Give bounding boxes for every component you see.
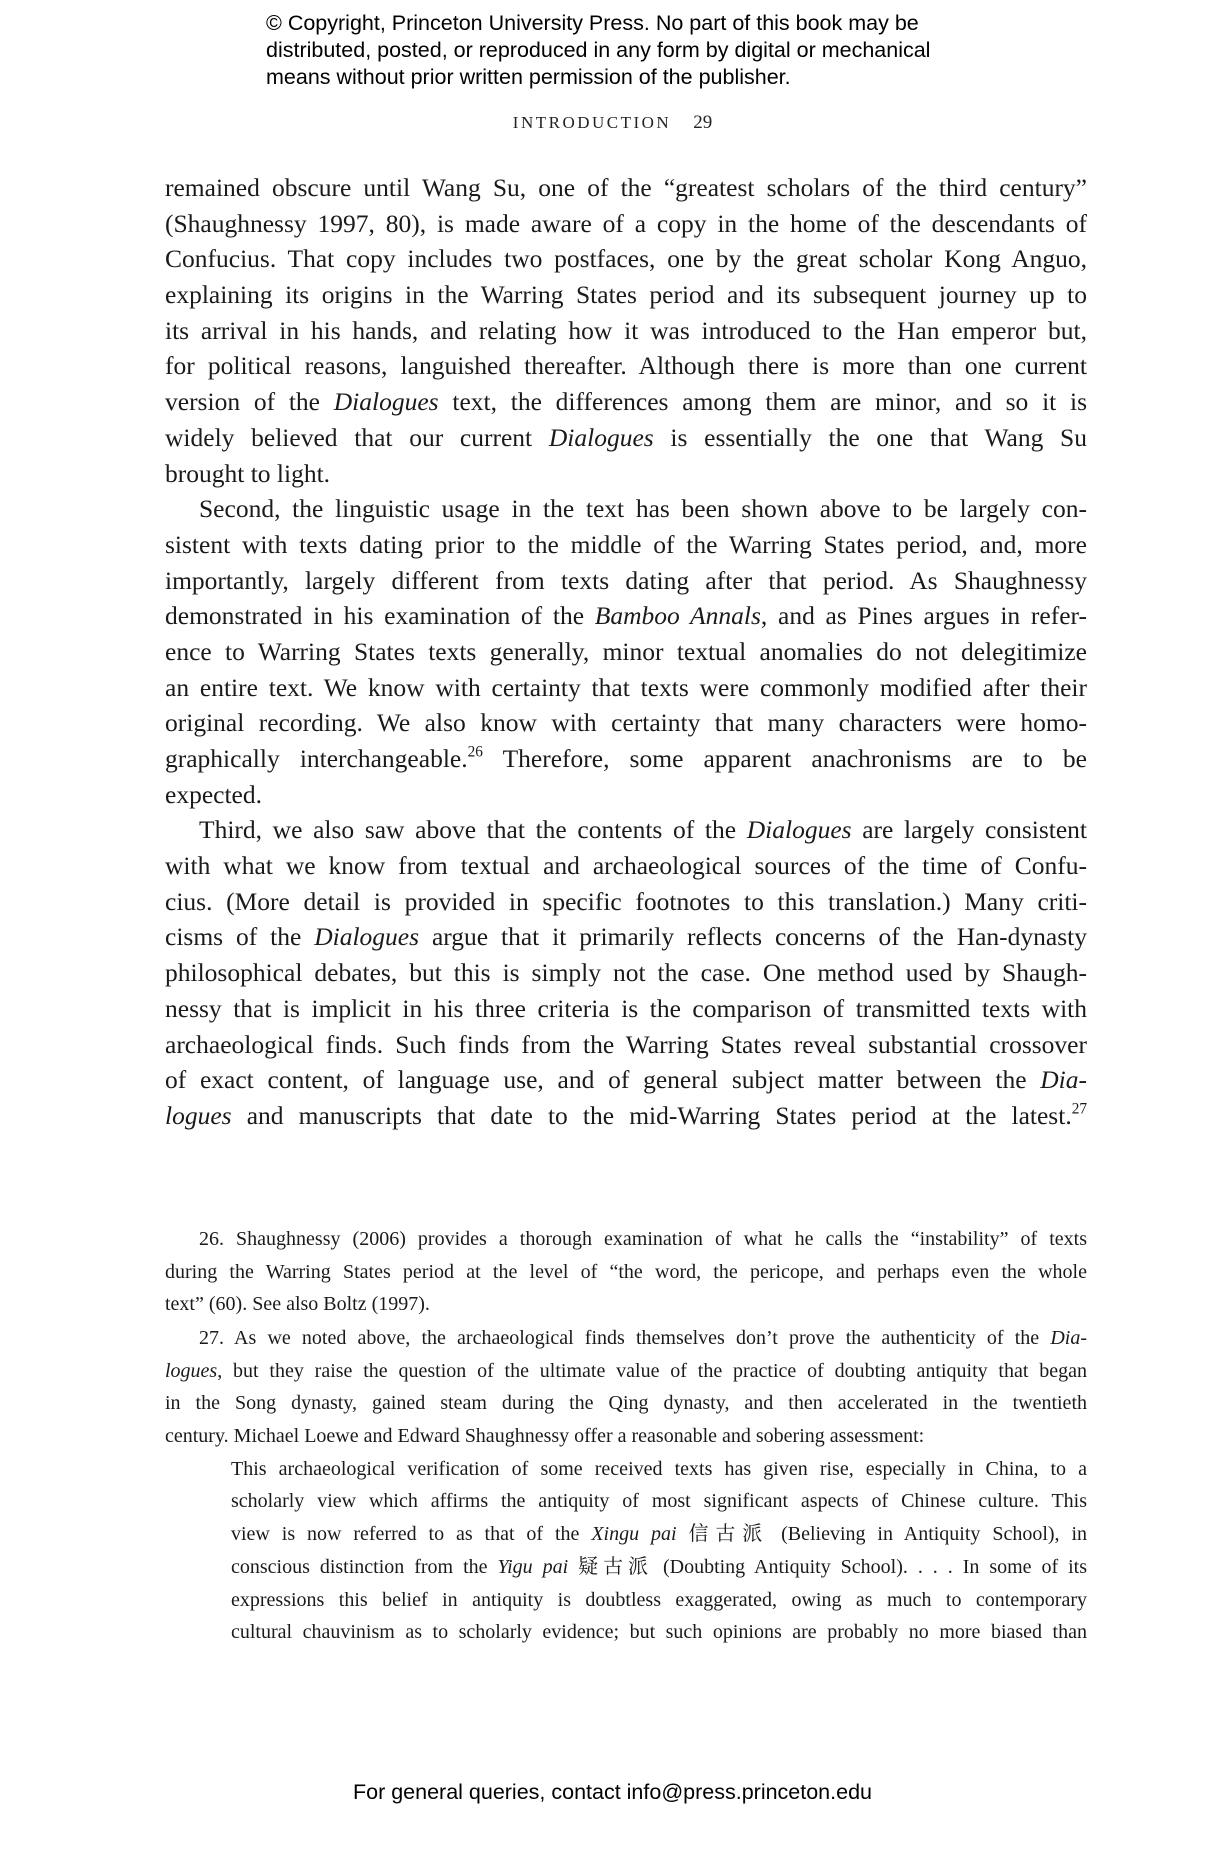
text-line bbox=[165, 634, 1087, 670]
text-segment: an entire text. We know with certainty that texts were commonly modified after their bbox=[165, 672, 1087, 702]
text-segment: cultural chauvinism as to scholarly evidence; but such opinions are probably no more biased than bbox=[231, 1621, 1087, 1644]
text-line bbox=[165, 777, 1087, 813]
text-segment: nessy that is implicit in his three criteria is the comparison of transmitted texts with bbox=[165, 993, 1087, 1023]
copyright-line: © Copyright, Princeton University Press. No part of this book may be bbox=[266, 11, 919, 35]
text-segment: (Shaughnessy 1997, 80), is made aware of a copy in the home of the descendants of bbox=[165, 208, 1087, 238]
chapter-title: INTRODUCTION bbox=[512, 113, 672, 132]
text-segment: 26. Shaughnessy (2006) provides a thorough examination of what he calls the “instability” of texts bbox=[199, 1228, 1087, 1250]
text-segment: and manuscripts that date to the mid-Warring States period at the latest. bbox=[231, 1100, 1072, 1130]
text-segment: Second, the linguistic usage in the text has been shown above to be largely con- bbox=[199, 494, 1087, 524]
running-head bbox=[0, 112, 1225, 134]
text-line bbox=[165, 991, 1087, 1027]
text-segment: Third, we also saw above that the contents of the bbox=[199, 815, 747, 845]
text-line bbox=[165, 1256, 1087, 1289]
text-line bbox=[165, 670, 1087, 706]
text-segment: expressions this belief in antiquity is doubtless exaggerated, owing as much to contemporary bbox=[231, 1588, 1087, 1611]
text-line bbox=[165, 1420, 1087, 1453]
body-text bbox=[165, 170, 1087, 1134]
page-number: 29 bbox=[693, 112, 713, 133]
text-line bbox=[165, 812, 1087, 848]
copyright-notice bbox=[266, 10, 1026, 91]
text-segment: , and as Pines argues in refer- bbox=[760, 601, 1088, 631]
text-segment: philosophical debates, but this is simply not the case. One method used by Shaugh- bbox=[165, 958, 1087, 988]
footnote-ref: 27 bbox=[1071, 1100, 1087, 1118]
text-line bbox=[165, 491, 1087, 527]
text-line bbox=[165, 1387, 1087, 1420]
text-segment: of exact content, of language use, and of general subject matter between the bbox=[165, 1065, 1041, 1095]
text-segment: This archaeological verification of some received texts has given rise, especially in China, to a bbox=[231, 1457, 1087, 1480]
text-segment: in the Song dynasty, gained steam during the Qing dynasty, and then accelerated in the twentieth bbox=[165, 1392, 1087, 1415]
text-line bbox=[165, 563, 1087, 599]
text-segment: during the Warring States period at the level of “the word, the pericope, and perhaps even the whole bbox=[165, 1260, 1087, 1283]
text-segment: original recording. We also know with certainty that many characters were homo- bbox=[165, 708, 1087, 738]
italic-title: Bamboo Annals bbox=[594, 601, 761, 631]
text-line bbox=[165, 705, 1087, 741]
text-segment: conscious distinction from the bbox=[231, 1555, 498, 1578]
text-line bbox=[165, 919, 1087, 955]
copyright-line: distributed, posted, or reproduced in any form by digital or mechanical bbox=[266, 38, 931, 62]
block-quote-line bbox=[165, 1551, 1087, 1584]
italic-title: Dialogues bbox=[548, 422, 654, 452]
italic-title: Dialogues bbox=[314, 922, 420, 952]
italic-title: Dialogues bbox=[333, 387, 439, 417]
text-segment: 27. As we noted above, the archaeological finds themselves don’t prove the authenticity of the bbox=[199, 1327, 1051, 1349]
text-line bbox=[165, 1062, 1087, 1098]
italic-title: Xingu pai bbox=[591, 1523, 677, 1546]
text-line bbox=[165, 955, 1087, 991]
text-segment: version of the bbox=[165, 387, 334, 417]
text-line bbox=[165, 206, 1087, 242]
block-quote-line bbox=[165, 1616, 1087, 1649]
text-segment: cius. (More detail is provided in specific footnotes to this translation.) Many criti- bbox=[165, 886, 1087, 916]
italic-title: Dialogues bbox=[746, 815, 852, 845]
text-line bbox=[165, 1288, 1087, 1321]
text-line bbox=[165, 313, 1087, 349]
italic-title: Yigu pai bbox=[497, 1555, 569, 1578]
text-segment: scholarly view which affirms the antiquity of most significant aspects of Chinese culture. This bbox=[231, 1490, 1087, 1513]
text-segment: with what we know from textual and archaeological sources of the time of Confu- bbox=[165, 851, 1087, 881]
text-line bbox=[165, 348, 1087, 384]
text-line bbox=[165, 848, 1087, 884]
copyright-line: means without prior written permission of the publisher. bbox=[266, 65, 791, 89]
block-quote-line bbox=[165, 1453, 1087, 1486]
text-segment: its arrival in his hands, and relating how it was introduced to the Han emperor but, bbox=[165, 315, 1087, 345]
block-quote-line bbox=[165, 1518, 1087, 1551]
text-segment: Confucius. That copy includes two postfaces, one by the great scholar Kong Anguo, bbox=[165, 244, 1087, 274]
footer-contact: For general queries, contact info@press.princeton.edu bbox=[352, 1780, 872, 1804]
text-line bbox=[165, 1098, 1087, 1134]
text-segment: expected. bbox=[165, 779, 262, 809]
text-line bbox=[165, 1223, 1087, 1256]
text-segment: , but they raise the question of the ultimate value of the practice of doubting antiquity that began bbox=[217, 1359, 1087, 1382]
text-segment: sistent with texts dating prior to the middle of the Warring States period, and, more bbox=[165, 529, 1087, 559]
italic-title: Dia- bbox=[1050, 1327, 1087, 1349]
italic-title: Dia- bbox=[1040, 1065, 1087, 1095]
text-segment: remained obscure until Wang Su, one of the “greatest scholars of the third century” bbox=[165, 173, 1087, 202]
text-segment: ence to Warring States texts generally, minor textual anomalies do not delegitimize bbox=[165, 636, 1087, 666]
text-line bbox=[165, 884, 1087, 920]
text-segment: text” (60). See also Boltz (1997). bbox=[165, 1293, 430, 1316]
text-segment: argue that it primarily reflects concerns of the Han-dynasty bbox=[419, 922, 1087, 952]
text-line bbox=[165, 241, 1087, 277]
text-segment: text, the differences among them are minor, and so it is bbox=[438, 387, 1088, 417]
text-line bbox=[165, 420, 1087, 456]
text-line bbox=[165, 741, 1087, 777]
italic-title: logues bbox=[165, 1359, 218, 1382]
block-quote-line bbox=[165, 1584, 1087, 1617]
text-line bbox=[165, 1355, 1087, 1388]
text-segment: widely believed that our current bbox=[165, 422, 549, 452]
text-segment: archaeological finds. Such finds from the Warring States reveal substantial crossover bbox=[165, 1029, 1087, 1059]
text-segment: 信古派 (Believing in Antiquity School), in bbox=[676, 1523, 1087, 1546]
text-segment: brought to light. bbox=[165, 458, 331, 488]
text-segment: importantly, largely different from texts dating after that period. As Shaughnessy bbox=[165, 565, 1087, 595]
text-segment: cisms of the bbox=[165, 922, 315, 952]
text-segment: century. Michael Loewe and Edward Shaughnessy offer a reasonable and sobering assessment: bbox=[165, 1425, 925, 1448]
text-segment: demonstrated in his examination of the bbox=[165, 601, 595, 631]
text-segment: Therefore, some apparent anachronisms are to be bbox=[482, 744, 1087, 773]
footnote-ref: 26 bbox=[467, 743, 483, 761]
text-line bbox=[165, 1322, 1087, 1355]
italic-title: logues bbox=[165, 1100, 232, 1130]
text-line bbox=[165, 1027, 1087, 1063]
text-segment: explaining its origins in the Warring States period and its subsequent journey up to bbox=[165, 280, 1087, 310]
text-segment: for political reasons, languished thereafter. Although there is more than one current bbox=[165, 351, 1087, 381]
text-segment: graphically interchangeable. bbox=[165, 744, 468, 773]
block-quote-line bbox=[165, 1485, 1087, 1518]
footnote-26 bbox=[165, 1223, 1087, 1321]
text-line bbox=[165, 456, 1087, 492]
footnote-27 bbox=[165, 1322, 1087, 1649]
text-segment: is essentially the one that Wang Su bbox=[653, 422, 1087, 452]
text-segment: are largely consistent bbox=[851, 815, 1087, 845]
text-line bbox=[165, 598, 1087, 634]
text-line bbox=[165, 527, 1087, 563]
text-line bbox=[165, 384, 1087, 420]
text-segment: 疑古派 (Doubting Antiquity School). . . . In some of its bbox=[568, 1555, 1087, 1578]
text-line bbox=[165, 277, 1087, 313]
text-segment: view is now referred to as that of the bbox=[231, 1523, 592, 1546]
text-line bbox=[165, 170, 1087, 206]
